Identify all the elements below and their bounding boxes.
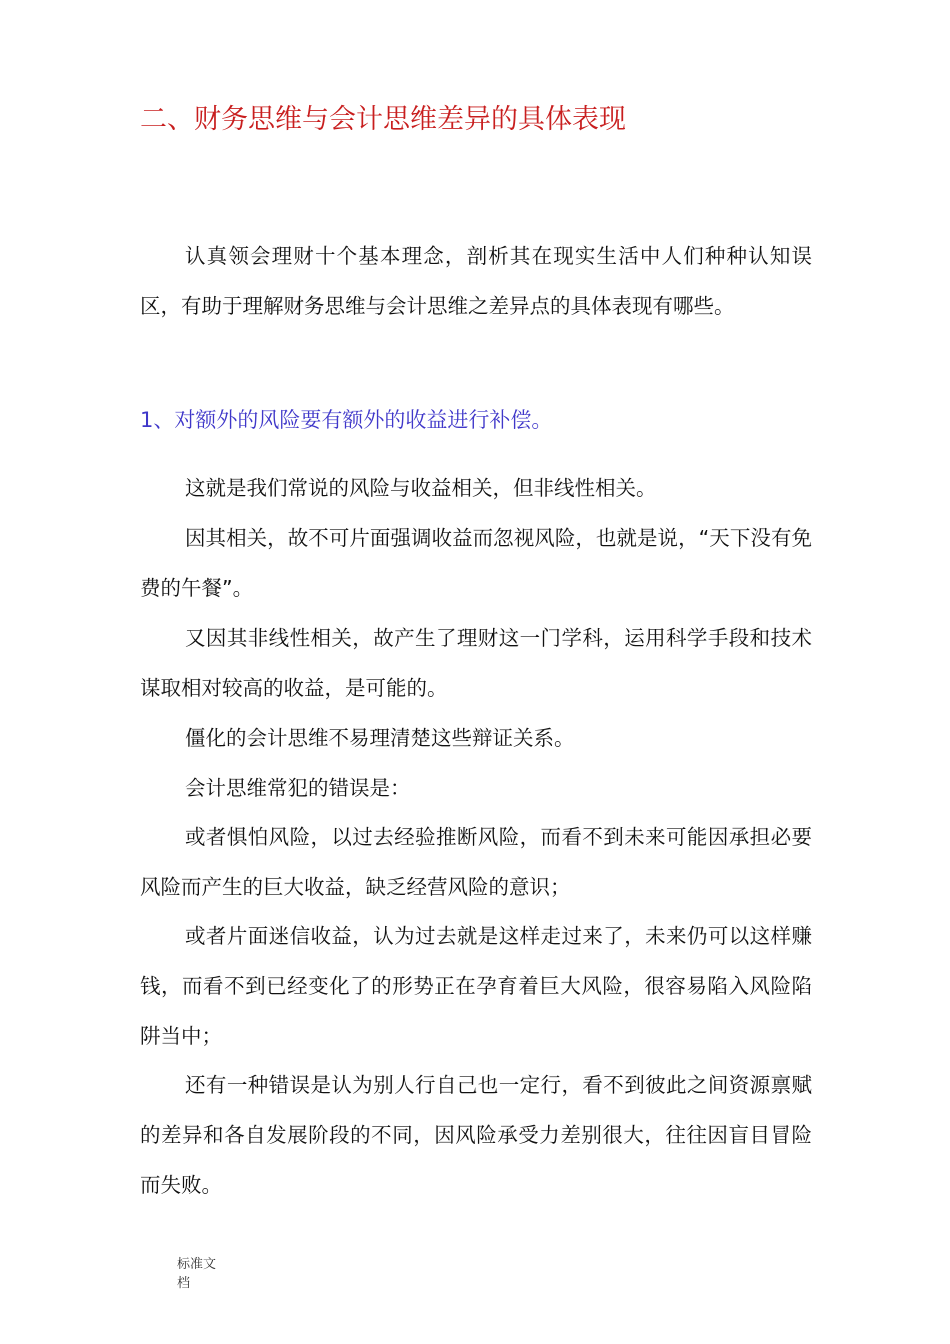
footer-label: 标准文档 bbox=[177, 1257, 217, 1291]
body-paragraph-4: 僵化的会计思维不易理清楚这些辩证关系。 bbox=[185, 726, 575, 750]
chapter-heading: 二、财务思维与会计思维差异的具体表现 bbox=[140, 104, 626, 135]
body-paragraph-2: 因其相关，故不可片面强调收益而忽视风险，也就是说，“天下没有免费的午餐”。 bbox=[140, 526, 812, 600]
body-paragraph-7: 或者片面迷信收益，认为过去就是这样走过来了，未来仍可以这样赚钱，而看不到已经变化了的形势正在孕育着巨大风险，很容易陷入风险陷阱当中； bbox=[140, 924, 812, 1048]
body-paragraph-8: 还有一种错误是认为别人行自己也一定行，看不到彼此之间资源禀赋的差异和各自发展阶段的不同，因风险承受力差别很大，往往因盲目冒险而失败。 bbox=[140, 1073, 812, 1197]
body-paragraph-3: 又因其非线性相关，故产生了理财这一门学科，运用科学手段和技术谋取相对较高的收益，是可能的。 bbox=[140, 626, 812, 700]
section-title: 1、对额外的风险要有额外的收益进行补偿。 bbox=[140, 408, 553, 432]
intro-paragraph: 认真领会理财十个基本理念，剖析其在现实生活中人们种种认知误区，有助于理解财务思维与会计思维之差异点的具体表现有哪些。 bbox=[140, 244, 812, 318]
body-paragraph-6: 或者惧怕风险，以过去经验推断风险，而看不到未来可能因承担必要风险而产生的巨大收益，缺乏经营风险的意识； bbox=[140, 825, 812, 899]
body-paragraph-1: 这就是我们常说的风险与收益相关，但非线性相关。 bbox=[185, 476, 657, 500]
body-paragraph-5: 会计思维常犯的错误是： bbox=[185, 776, 411, 800]
